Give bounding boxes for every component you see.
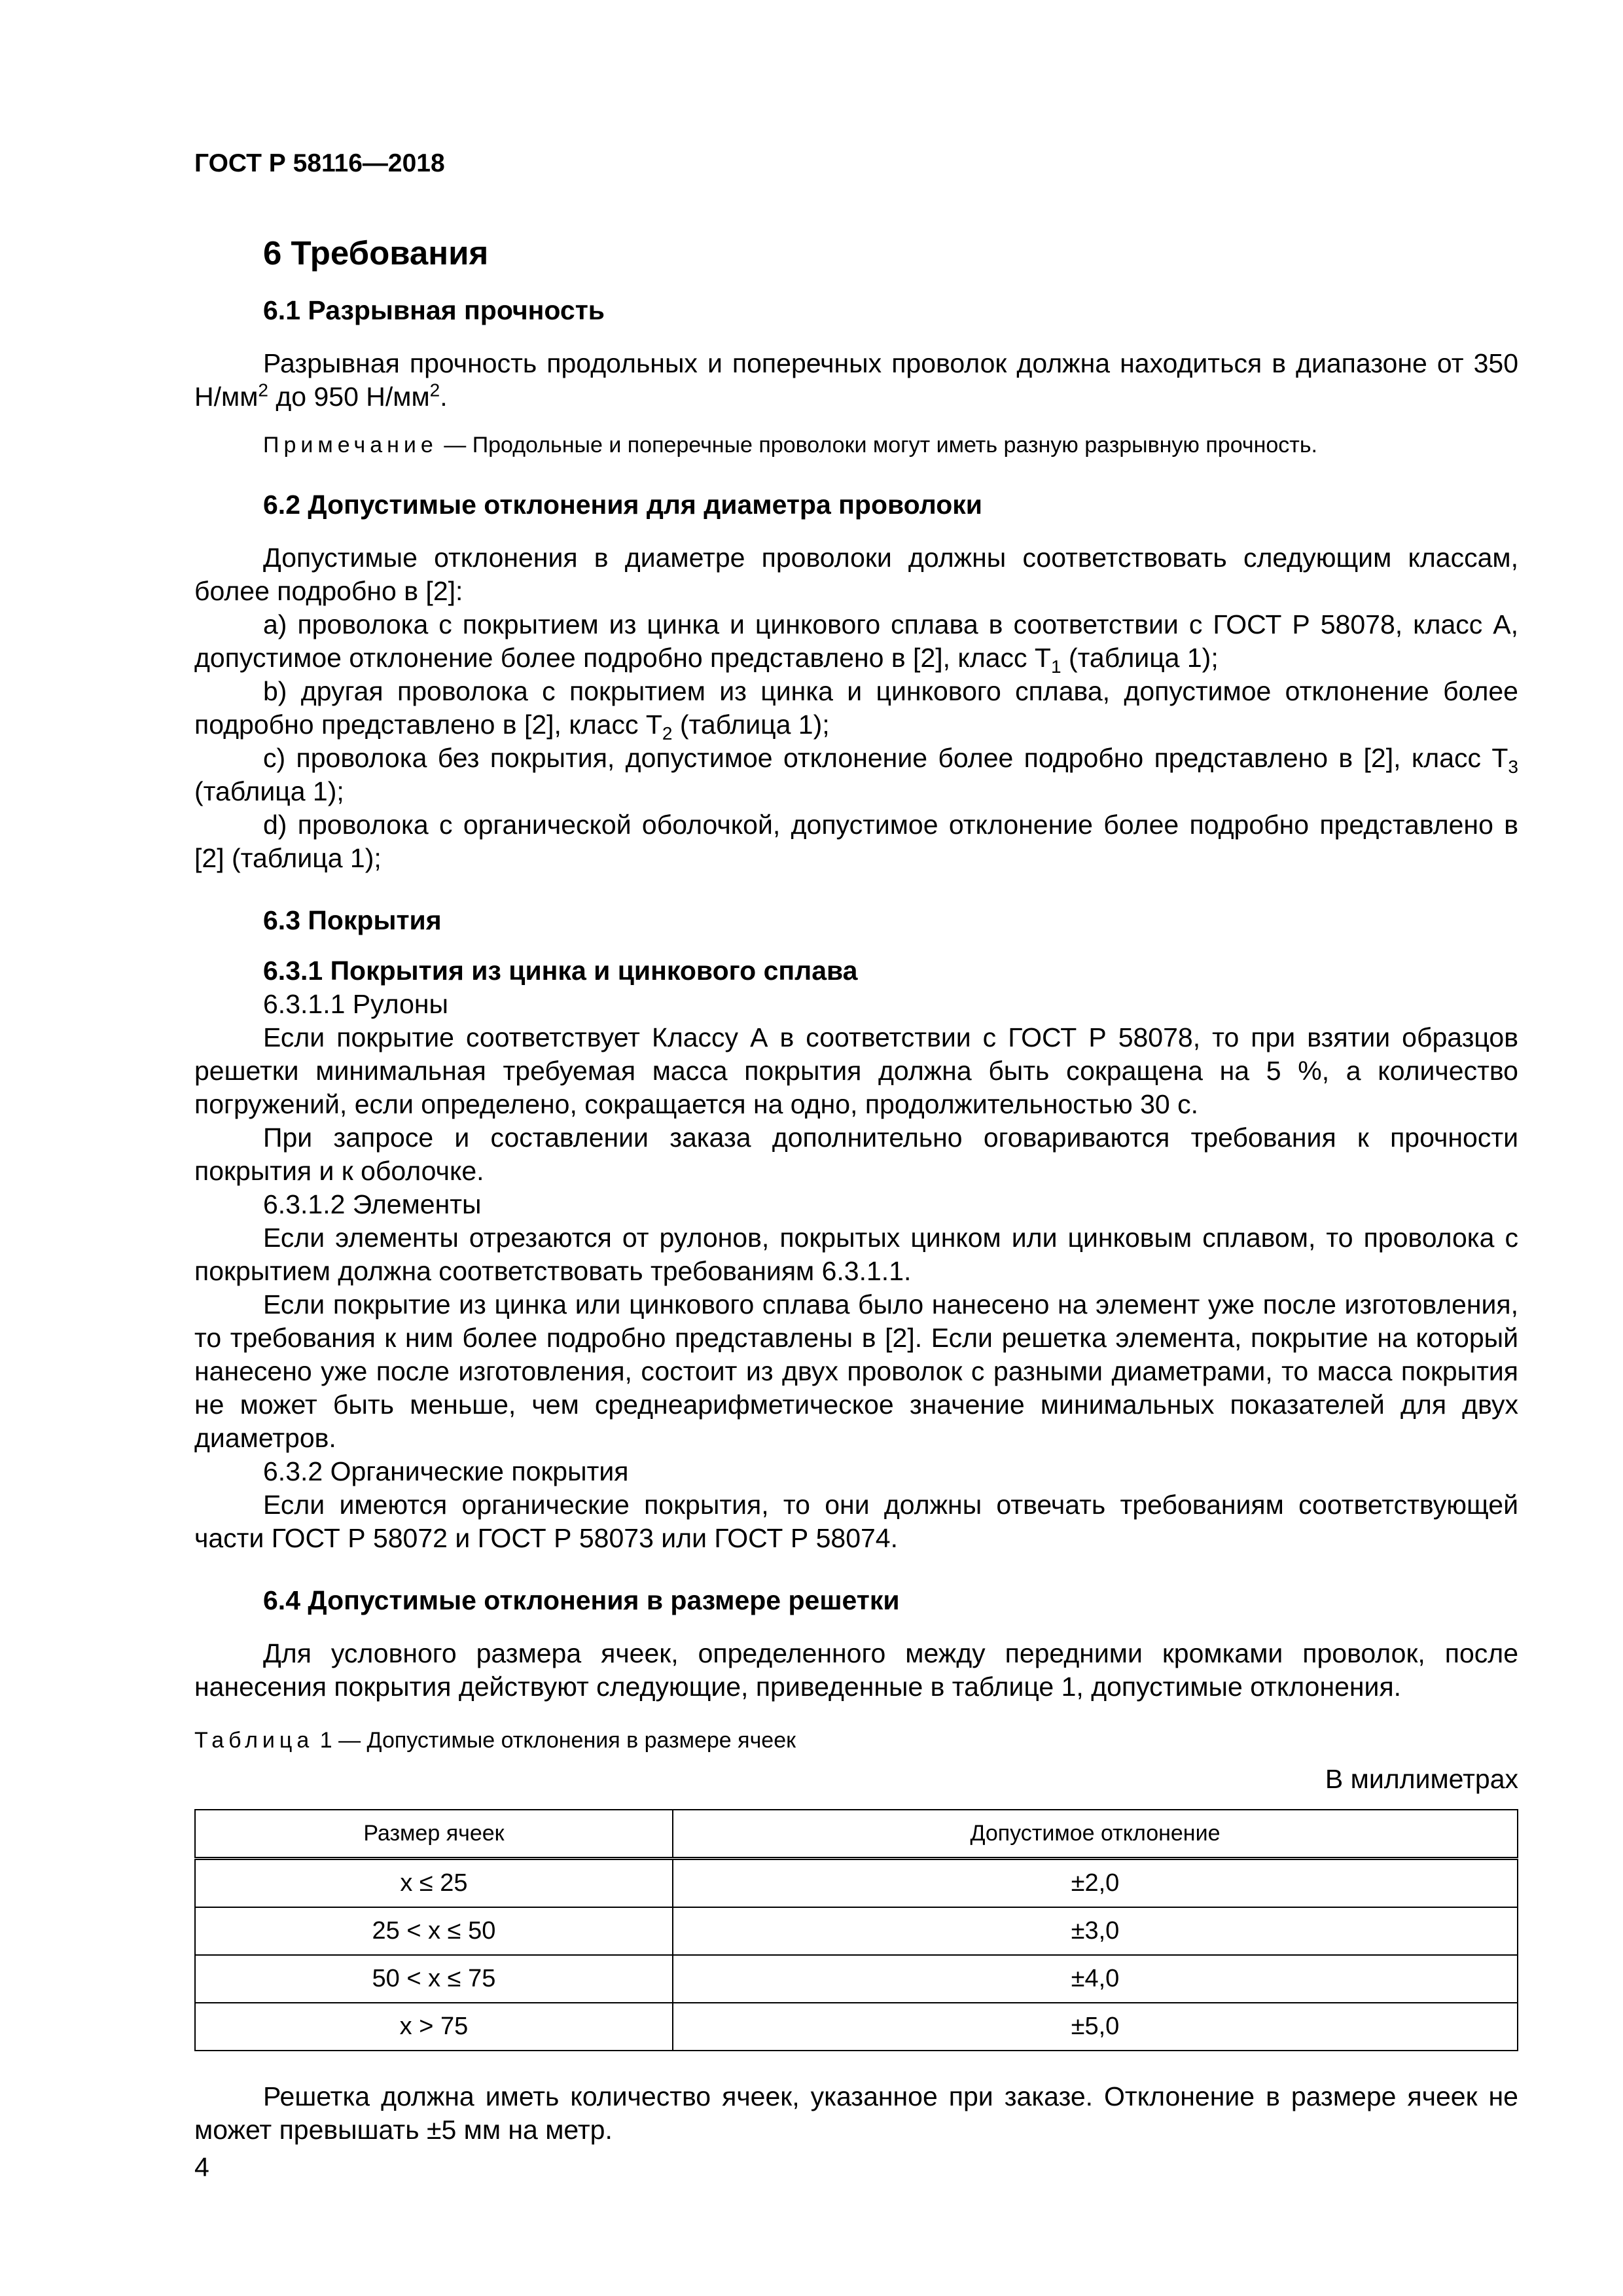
table-header-row [195,1810,1518,1859]
table-units: В миллиметрах [1325,1764,1518,1794]
paragraph-coils-2: При запросе и составлении заказа дополнительно оговариваются требования к прочности покрытия и к оболочке. [194,1122,1518,1186]
section-6-2-intro: Допустимые отклонения в диаметре проволоки должны соответствовать следующим классам, более подробно в [2]: [194,543,1518,606]
section-6-3-1-2-heading: 6.3.1.2 Элементы [263,1189,482,1219]
cell-tolerance: ±5,0 [673,2003,1518,2051]
standard-designation: ГОСТ Р 58116—2018 [194,149,445,177]
table-row [195,1955,1518,2003]
tolerance-table [194,1809,1518,2051]
section-6-1-heading: 6.1 Разрывная прочность [263,295,605,325]
cell-tolerance: ±3,0 [673,1907,1518,1955]
list-item-d: d) проволока с органической оболочкой, допустимое отклонение более подробно представлено в [2] (таблица 1); [194,810,1518,873]
document-page [194,147,1518,2184]
paragraph-elements-2: Если покрытие из цинка или цинкового сплава было нанесено на элемент уже после изготовления, то требования к ним более подробно представлены в [2]. Если решетка элемента, покрытие на который нанесено уже после изготовления, состоит из двух проволок с разными диаметрами, то масса покрытия не может быть меньше, чем среднеарифметическое значение минимальных показателей для двух диаметров. [194,1289,1518,1453]
table-row [195,1859,1518,1908]
cell-mesh-size: x > 75 [195,2003,673,2051]
table-row [195,1907,1518,1955]
section-6-3-1-heading: 6.3.1 Покрытия из цинка и цинкового сплава [263,956,858,986]
page-number: 4 [194,2152,209,2182]
section-6-1-paragraph: Разрывная прочность продольных и поперечных проволок должна находиться в диапазоне от 350 $Н/мм^2$ до 950 $Н/мм^2$. [194,348,1518,412]
cell-tolerance: ±4,0 [673,1955,1518,2003]
cell-tolerance: ±2,0 [673,1859,1518,1908]
table-caption [194,1726,1518,1755]
note-text: — Продольные и поперечные проволоки могут иметь разную разрывную прочность. [437,433,1317,457]
table-label: Таблица [194,1728,314,1753]
cell-mesh-size: 50 < x ≤ 75 [195,1955,673,2003]
section-6-2-heading: 6.2 Допустимые отклонения для диаметра проволоки [263,490,982,520]
note-label: Примечание [263,433,438,457]
table-title: 1 — Допустимые отклонения в размере ячеек [313,1728,796,1753]
cell-mesh-size: 25 < x ≤ 50 [195,1907,673,1955]
list-item-b: b) другая проволока с покрытием из цинка и цинкового сплава, допустимое отклонение более подробно представлено в [2], класс $Т_2$ (таблица 1); [194,676,1518,744]
section-6-4-intro: Для условного размера ячеек, определенного между передними кромками проволок, после нанесения покрытия действуют следующие, приведенные в таблице 1, допустимые отклонения. [194,1638,1518,1702]
header-mesh-size: Размер ячеек [195,1810,673,1859]
paragraph-elements-1: Если элементы отрезаются от рулонов, покрытых цинком или цинковым сплавом, то проволока с покрытием должна соответствовать требованиям 6.3.1.1. [194,1223,1518,1286]
section-6-3-2-heading: 6.3.2 Органические покрытия [263,1456,629,1486]
section-6-3-1-1-heading: 6.3.1.1 Рулоны [263,989,449,1019]
paragraph-coils-1: Если покрытие соответствует Классу А в соответствии с ГОСТ Р 58078, то при взятии образцов решетки минимальная требуемая масса покрытия должна быть сокращена на 5 %, а количество погружений, если определено, сокращается на одно, продолжительностью 30 с. [194,1022,1518,1119]
table-row [195,2003,1518,2051]
list-item-c: c) проволока без покрытия, допустимое отклонение более подробно представлено в [2], класс $Т_3$ (таблица 1); [194,743,1518,806]
section-6-4-heading: 6.4 Допустимые отклонения в размере решетки [263,1585,900,1615]
section-6-heading: 6 Требования [263,234,489,272]
note [194,431,1518,459]
cell-mesh-size: x ≤ 25 [195,1859,673,1908]
paragraph-organic: Если имеются органические покрытия, то они должны отвечать требованиям соответствующей части ГОСТ Р 58072 и ГОСТ Р 58073 или ГОСТ Р 58074. [194,1490,1518,1553]
header-tolerance: Допустимое отклонение [673,1810,1518,1859]
list-item-a: a) проволока с покрытием из цинка и цинкового сплава в соответствии с ГОСТ Р 58078, класс А, допустимое отклонение более подробно представлено в [2], класс $Т_1$ (таблица 1); [194,609,1518,677]
section-6-3-heading: 6.3 Покрытия [263,905,442,935]
section-6-4-outro: Решетка должна иметь количество ячеек, указанное при заказе. Отклонение в размере ячеек не может превышать ±5 мм на метр. [194,2081,1518,2145]
